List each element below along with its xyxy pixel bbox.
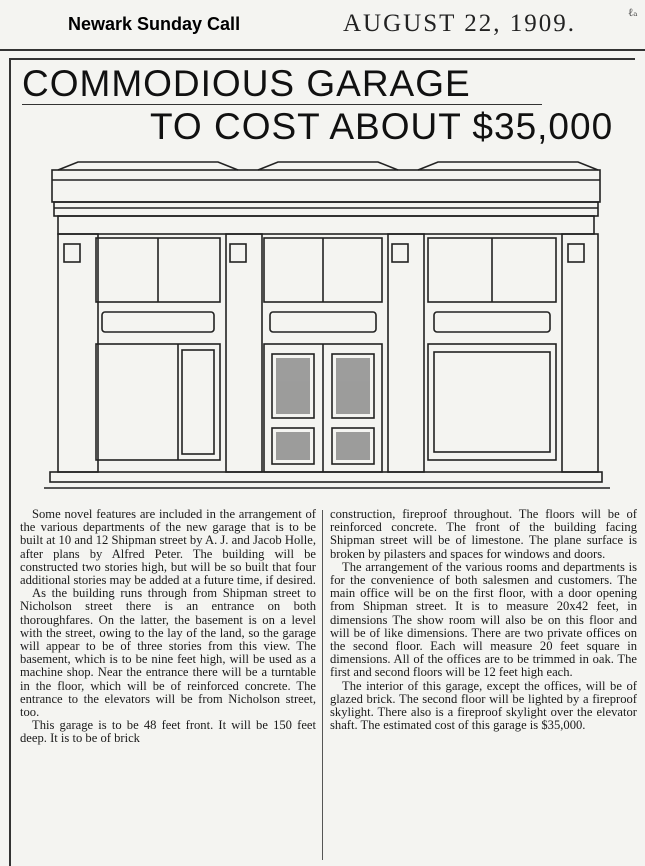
masthead-rule: [0, 49, 645, 51]
cornice: [52, 170, 600, 202]
pilaster-4: [562, 234, 598, 472]
headline-line-1: COMMODIOUS GARAGE: [22, 63, 471, 104]
article-column-right: [330, 508, 637, 732]
pilaster-3: [388, 234, 424, 472]
article-paragraph: The interior of this garage, except the offices, will be of glazed brick. The second floor will be lighted by a fireproof skylight. There also is a fireproof skylight over the elevator shaft. The estimated cost of this garage is $35,000.: [330, 678, 637, 733]
masthead-date: AUGUST 22, 1909.: [343, 10, 576, 37]
article-paragraph: As the building runs through from Shipman street to Nicholson street there is an entrance on both thoroughfares. On the latter, the basement is on a level with the street, owing to the lay of the land, so the garage will appear to be of three stories from this view. The basement, which is to be nine feet high, will be used as a machine shop. Near the entrance there will be a turntable in the floor, which will be of reinforced concrete. The entrance to the elevators will be from Nicholson street, too.: [20, 586, 316, 720]
pilaster-1: [58, 234, 98, 472]
storefront-window-right: [428, 344, 556, 460]
headline-line-2: TO COST ABOUT $35,000: [150, 106, 614, 147]
article-paragraph: Some novel features are included in the arrangement of the various departments of the new garage that is to be built at 10 and 12 Shipman street by A. J. and Jacob Holle, after plans by Alfred Peter. The building will be constructed two stories high, but will be so built that four additional stories may be added at a future time, if desired.: [20, 507, 316, 588]
masthead-source: Newark Sunday Call: [68, 14, 241, 34]
corner-mark: ℓₐ: [628, 6, 638, 19]
article-paragraph: construction, fireproof throughout. The floors will be of reinforced concrete. The front of the building facing Shipman street will be of limestone. The plane surface is broken by pilasters and spaces for windows and doors.: [330, 507, 637, 561]
column-divider: [322, 510, 323, 860]
article-paragraph: The arrangement of the various rooms and departments is for the convenience of both salesmen and customers. The main office will be on the first floor, with a door opening from Shipman street. It is to measure 20x42 feet, in dimensions The show room will also be on this floor and will be of like dimensions. There are two private offices on the second floor. Each will measure 20 feet square in dimensions. All of the offices are to be trimmed in oak. The first and second floors will be 12 feet high each.: [330, 559, 637, 680]
article-column-left: [20, 508, 316, 746]
building-facade-illustration: [18, 158, 633, 506]
pilaster-2: [226, 234, 262, 472]
storefront-window-left: [96, 344, 220, 460]
article-paragraph: This garage is to be 48 feet front. It will be 150 feet deep. It is to be of brick: [20, 718, 316, 746]
headline-rule: [22, 104, 542, 105]
